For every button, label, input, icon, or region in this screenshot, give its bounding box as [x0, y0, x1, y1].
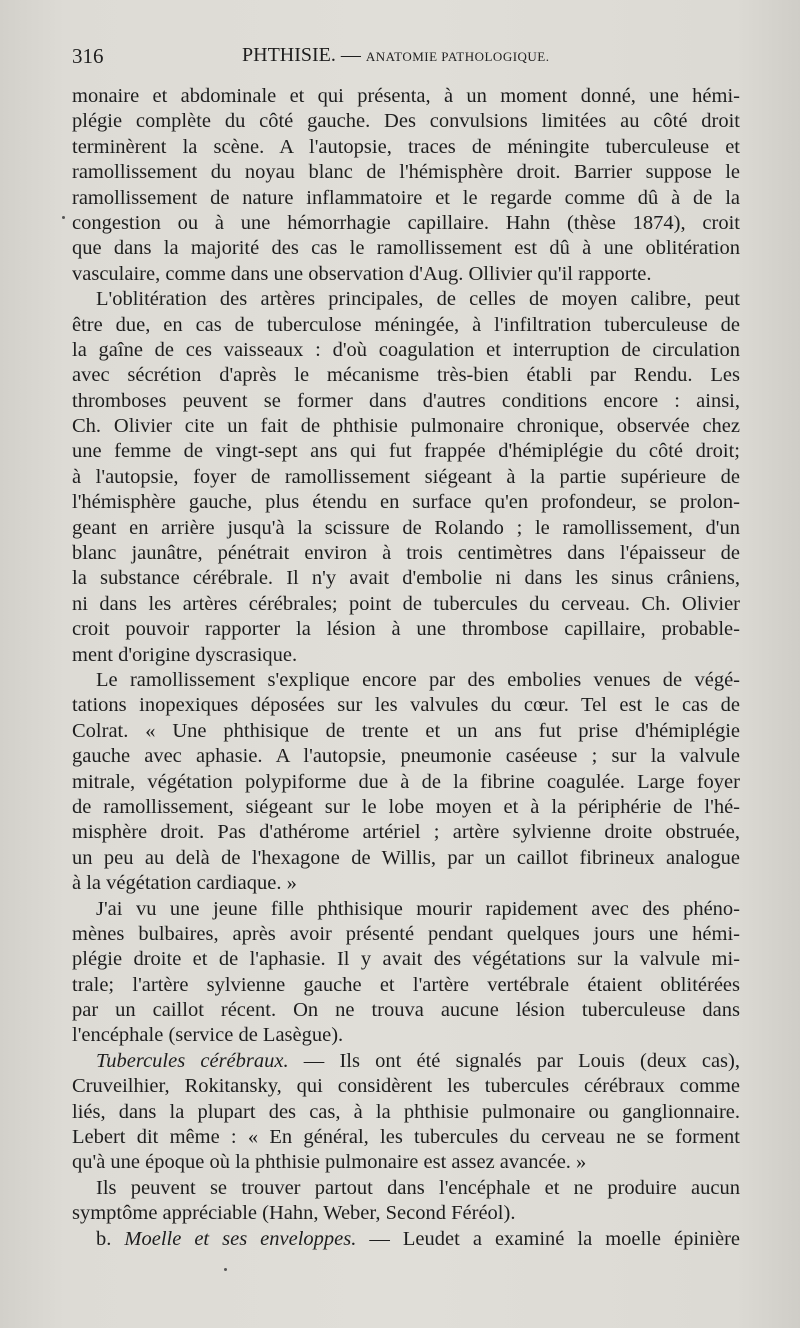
- text-line: [72, 643, 740, 668]
- text-line: [72, 846, 740, 871]
- line-text: ment d'origine dyscrasique.: [72, 643, 298, 666]
- text-line: [72, 922, 740, 947]
- text-line: [72, 135, 740, 160]
- line-text: croit pouvoir rapporter la lésion à une thrombose capillaire, probable-: [72, 618, 740, 641]
- line-text: misphère droit. Pas d'athérome artériel ; artère sylvienne droite obstruée,: [72, 821, 740, 844]
- text-line: [72, 1023, 740, 1048]
- line-text: mènes bulbaires, après avoir présenté pendant quelques jours une hémi-: [72, 922, 740, 945]
- line-text: symptôme appréciable (Hahn, Weber, Second Féréol).: [72, 1202, 516, 1225]
- text-line: [72, 186, 740, 211]
- page-number: 316: [72, 44, 104, 68]
- text-line: [72, 820, 740, 845]
- text-line: [72, 541, 740, 566]
- line-text: ni dans les artères cérébrales; point de tubercules du cerveau. Ch. Olivier: [72, 592, 740, 615]
- running-head: [242, 44, 550, 67]
- text-line: [72, 109, 740, 134]
- line-text: tations inopexiques déposées sur les valvules du cœur. Tel est le cas de: [72, 694, 740, 717]
- text-line: [72, 287, 740, 312]
- line-text: geant en arrière jusqu'à la scissure de Rolando ; le ramollissement, d'un: [72, 516, 740, 539]
- line-text: blanc jaunâtre, pénétrait environ à trois centimètres dans l'épaisseur de: [72, 542, 740, 565]
- line-text: l'hémisphère gauche, plus étendu en surface qu'en profondeur, se prolon-: [72, 491, 740, 514]
- line-text: L'oblitération des artères principales, de celles de moyen calibre, peut: [96, 288, 740, 311]
- line-text: que dans la majorité des cas le ramollissement est dû à une oblitération: [72, 237, 740, 260]
- text-line: [72, 465, 740, 490]
- text-line: [72, 414, 740, 439]
- text-line: [72, 160, 740, 185]
- text-line: [72, 1176, 740, 1201]
- line-text: l'encéphale (service de Lasègue).: [72, 1024, 344, 1047]
- line-text: monaire et abdominale et qui présenta, à un moment donné, une hémi-: [72, 85, 740, 107]
- text-line: [72, 516, 740, 541]
- running-head-dash: —: [340, 44, 361, 66]
- text-line: [72, 1074, 740, 1099]
- text-line: [72, 363, 740, 388]
- text-line: [72, 490, 740, 515]
- line-text: Lebert dit même : « En général, les tubercules du cerveau ne se forment: [72, 1126, 740, 1149]
- line-text: être due, en cas de tuberculose méningée, à l'infiltration tuberculeuse de: [72, 313, 740, 336]
- line-text: vasculaire, comme dans une observation d'Aug. Ollivier qu'il rapporte.: [72, 262, 652, 285]
- text-line: [72, 1201, 740, 1226]
- print-speck: [62, 216, 65, 219]
- line-text: à la végétation cardiaque. »: [72, 872, 297, 895]
- text-line: [72, 236, 740, 261]
- text-line: [72, 1100, 740, 1125]
- text-line: [72, 770, 740, 795]
- text-line: [72, 617, 740, 642]
- line-text: avec sécrétion d'après le mécanisme très-bien établi par Rendu. Les: [72, 364, 740, 387]
- line-text: trale; l'artère sylvienne gauche et l'artère vertébrale étaient oblitérées: [72, 973, 740, 996]
- text-line: [72, 897, 740, 922]
- line-text: une femme de vingt-sept ans qui fut frappée d'hémiplégie du côté droit;: [72, 440, 740, 463]
- page-header: [72, 44, 740, 78]
- line-text: Ch. Olivier cite un fait de phthisie pulmonaire chronique, observée chez: [72, 415, 740, 438]
- text-line: [72, 439, 740, 464]
- text-line: [72, 338, 740, 363]
- line-text: par un caillot récent. On ne trouva aucune lésion tuberculeuse dans: [72, 999, 740, 1022]
- line-text: ramollissement du noyau blanc de l'hémisphère droit. Barrier suppose le: [72, 161, 740, 184]
- line-text: J'ai vu une jeune fille phthisique mourir rapidement avec des phéno-: [96, 897, 740, 920]
- text-line: [72, 998, 740, 1023]
- section-heading: Tubercules cérébraux.: [96, 1049, 289, 1072]
- text-line: [72, 592, 740, 617]
- line-text: — Leudet a examiné la moelle épinière: [356, 1227, 741, 1250]
- line-text: Ils peuvent se trouver partout dans l'encéphale et ne produire aucun: [96, 1176, 740, 1199]
- text-line: [72, 744, 740, 769]
- text-line: [72, 313, 740, 338]
- text-line: [72, 947, 740, 972]
- text-line: [72, 262, 740, 287]
- text-line: [72, 871, 740, 896]
- line-text: un peu au delà de l'hexagone de Willis, par un caillot fibrineux analogue: [72, 846, 740, 869]
- text-line: [72, 795, 740, 820]
- text-line: [72, 719, 740, 744]
- line-text: liés, dans la plupart des cas, à la phthisie pulmonaire ou ganglionnaire.: [72, 1100, 740, 1123]
- line-text: terminèrent la scène. A l'autopsie, traces de méningite tuberculeuse et: [72, 135, 740, 158]
- section-heading: Moelle et ses enveloppes.: [124, 1227, 357, 1250]
- line-text: ramollissement de nature inflammatoire et le regarde comme dû à de la: [72, 186, 740, 209]
- line-text: mitrale, végétation polypiforme due à de la fibrine coagulée. Large foyer: [72, 770, 740, 793]
- text-line: [72, 84, 740, 109]
- text-line: [72, 566, 740, 591]
- line-text: la substance cérébrale. Il n'y avait d'embolie ni dans les sinus crâniens,: [72, 567, 740, 590]
- line-text: qu'à une époque où la phthisie pulmonaire est assez avancée. »: [72, 1151, 587, 1174]
- line-text: à l'autopsie, foyer de ramollissement siégeant à la partie supérieure de: [72, 465, 740, 488]
- section-letter: b.: [96, 1227, 125, 1250]
- line-text: — Ils ont été signalés par Louis (deux cas),: [288, 1049, 740, 1072]
- line-text: la gaîne de ces vaisseaux : d'où coagulation et interruption de circulation: [72, 338, 740, 361]
- line-text: gauche avec aphasie. A l'autopsie, pneumonie caséeuse ; sur la valvule: [72, 745, 740, 768]
- print-speck: [224, 1268, 227, 1271]
- text-line: [72, 668, 740, 693]
- text-line: [72, 973, 740, 998]
- line-text: Cruveilhier, Rokitansky, qui considèrent les tubercules cérébraux comme: [72, 1075, 740, 1098]
- text-line: [72, 1125, 740, 1150]
- line-text: congestion ou à une hémorrhagie capillaire. Hahn (thèse 1874), croit: [72, 211, 740, 234]
- running-head-title: PHTHISIE.: [242, 44, 336, 66]
- text-line: [72, 1049, 740, 1074]
- body-text: [72, 84, 740, 1252]
- running-head-subtitle: ANATOMIE PATHOLOGIQUE.: [365, 49, 550, 64]
- line-text: de ramollissement, siégeant sur le lobe moyen et à la périphérie de l'hé-: [72, 795, 740, 818]
- text-line: [72, 1150, 740, 1175]
- text-line: [72, 1227, 740, 1252]
- text-line: [72, 389, 740, 414]
- line-text: Le ramollissement s'explique encore par des embolies venues de végé-: [96, 668, 740, 691]
- text-line: [72, 693, 740, 718]
- line-text: plégie complète du côté gauche. Des convulsions limitées au côté droit: [72, 110, 740, 133]
- text-line: [72, 211, 740, 236]
- line-text: thromboses peuvent se former dans d'autres conditions encore : ainsi,: [72, 389, 740, 412]
- line-text: Colrat. « Une phthisique de trente et un ans fut prise d'hémiplégie: [72, 719, 740, 742]
- line-text: plégie droite et de l'aphasie. Il y avait des végétations sur la valvule mi-: [72, 948, 740, 971]
